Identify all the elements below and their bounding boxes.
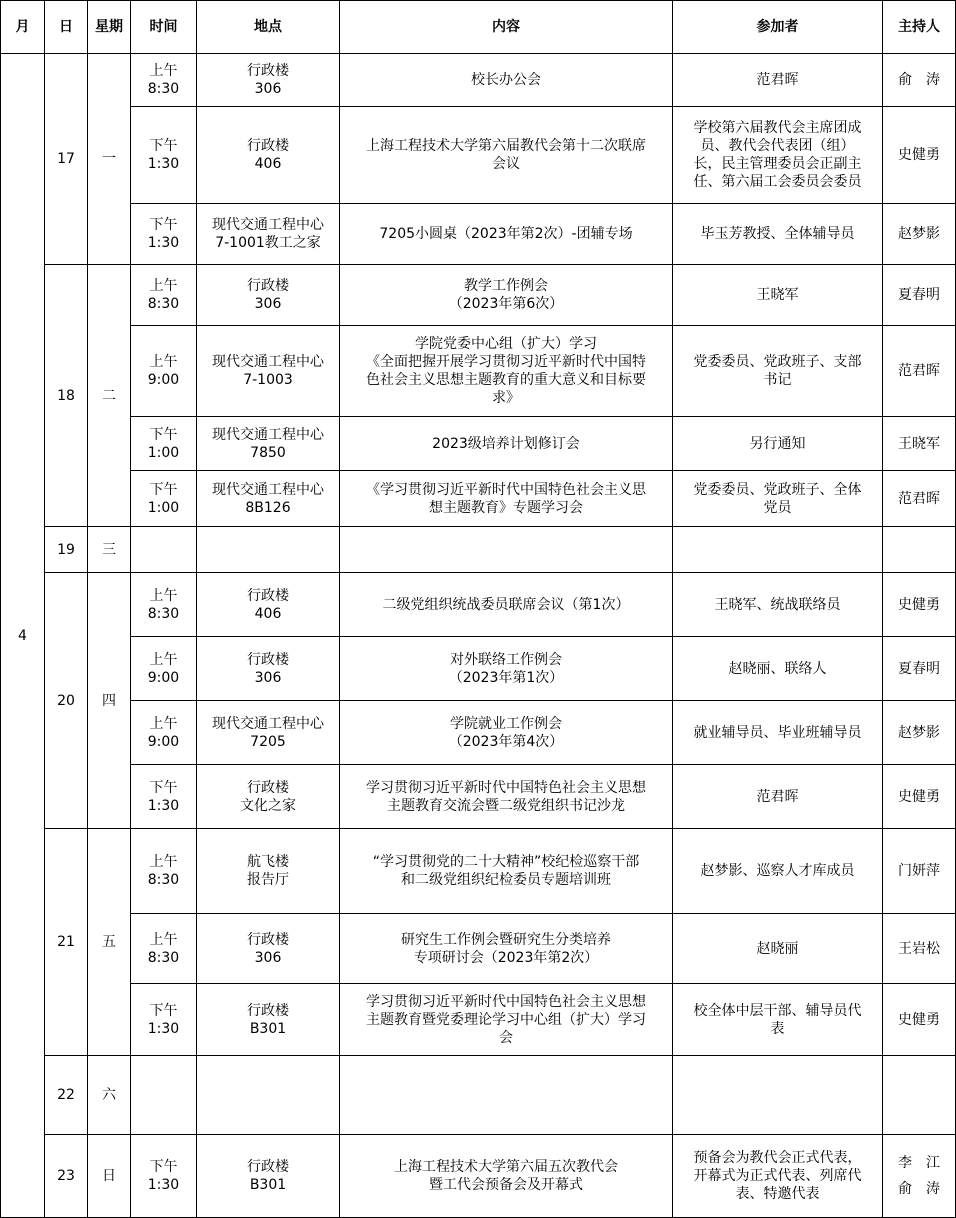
- place-cell-line: 行政楼: [247, 651, 289, 668]
- attendees-cell-line: 表: [770, 1020, 785, 1037]
- attendees-cell-line: 毕玉芳教授、全体辅导员: [700, 226, 855, 242]
- attendees-cell-line: 表、特邀代表: [735, 1186, 820, 1202]
- host-cell-line: 范君晖: [898, 490, 940, 507]
- place-cell-line: 现代交通工程中心: [212, 217, 324, 233]
- attendees-cell: [673, 701, 883, 765]
- content-cell: [340, 829, 673, 914]
- host-cell: [883, 701, 956, 765]
- content-cell: [340, 573, 673, 637]
- place-cell: [197, 984, 340, 1056]
- attendees-cell: [673, 573, 883, 637]
- host-cell: [883, 1135, 956, 1218]
- host-cell-line: 史健勇: [898, 596, 940, 613]
- time-cell-line: 8:30: [147, 872, 180, 888]
- attendees-cell-line: 赵梦影、巡察人才库成员: [700, 863, 855, 879]
- host-cell-line: 李 江: [898, 1155, 940, 1171]
- time-cell-line: 1:30: [147, 1177, 180, 1193]
- attendees-cell-line: 学校第六届教代会主席团成: [693, 120, 862, 136]
- host-cell-line: 史健勇: [898, 147, 940, 163]
- content-cell: [340, 765, 673, 829]
- content-cell: [340, 54, 673, 107]
- time-cell-line: 下午: [149, 138, 178, 154]
- day-cell: 20: [45, 573, 88, 829]
- place-cell-line: 306: [254, 949, 282, 966]
- place-cell: [197, 637, 340, 701]
- time-cell: [131, 1135, 197, 1218]
- day-cell: 23: [45, 1135, 88, 1218]
- time-cell-line: 下午: [149, 217, 178, 233]
- time-cell-line: 下午: [149, 1159, 178, 1175]
- place-cell-line: 航飞楼: [247, 854, 289, 870]
- attendees-cell: [673, 527, 883, 573]
- header-host: 主持人: [883, 1, 956, 54]
- host-cell-line: 范君晖: [898, 363, 940, 379]
- content-cell-line: 学习贯彻习近平新时代中国特色社会主义思想: [366, 779, 646, 796]
- time-cell-line: 1:00: [147, 444, 180, 461]
- attendees-cell-line: 赵晓丽: [756, 940, 799, 957]
- place-cell: [197, 701, 340, 765]
- header-month: 月: [1, 1, 45, 54]
- content-cell-line: （2023年第1次）: [448, 669, 564, 686]
- table-row: [1, 265, 956, 326]
- table-row: [1, 984, 956, 1056]
- place-cell: [197, 527, 340, 573]
- content-cell-line: 主题教育交流会暨二级党组织书记沙龙: [387, 797, 625, 814]
- attendees-cell-line: 范君晖: [756, 788, 799, 805]
- content-cell-line: 《学习贯彻习近平新时代中国特色社会主义思: [366, 481, 646, 498]
- place-cell: [197, 914, 340, 984]
- time-cell: [131, 1056, 197, 1135]
- table-row: [1, 701, 956, 765]
- time-cell: [131, 829, 197, 914]
- header-row: [1, 1, 956, 54]
- place-cell-line: 现代交通工程中心: [212, 354, 324, 370]
- place-cell-line: 7850: [250, 444, 286, 461]
- content-cell: [340, 701, 673, 765]
- host-cell: [883, 204, 956, 265]
- host-cell: [883, 527, 956, 573]
- attendees-cell-line: 王晓军: [756, 287, 799, 303]
- attendees-cell: [673, 829, 883, 914]
- weekday-cell: 一: [88, 54, 131, 265]
- attendees-cell: [673, 471, 883, 527]
- content-cell-line: 7205小圆桌（2023年第2次）-团辅专场: [379, 226, 633, 242]
- host-cell-line: 门妍萍: [898, 863, 940, 879]
- attendees-cell-line: 员、教代会代表团（组）: [700, 138, 855, 154]
- time-cell-line: 9:00: [147, 669, 180, 686]
- content-cell-line: 校长办公会: [471, 72, 541, 88]
- place-cell-line: 行政楼: [247, 63, 289, 79]
- attendees-cell-line: 党员: [763, 499, 792, 516]
- attendees-cell-line: 任、第六届工会委员会委员: [693, 174, 862, 190]
- attendees-cell: [673, 637, 883, 701]
- content-cell-line: 上海工程技术大学第六届教代会第十二次联席: [366, 138, 646, 154]
- host-cell-line: 王晓军: [898, 435, 940, 452]
- place-cell: [197, 326, 340, 417]
- host-cell: [883, 265, 956, 326]
- place-cell: [197, 107, 340, 204]
- host-cell-line: 俞 涛: [898, 1181, 940, 1197]
- host-cell-line: 夏春明: [898, 660, 940, 677]
- place-cell: [197, 765, 340, 829]
- time-cell-line: 下午: [149, 426, 178, 443]
- time-cell-line: 上午: [149, 63, 178, 79]
- weekday-cell: 三: [88, 527, 131, 573]
- table-row: [1, 471, 956, 527]
- attendees-cell: [673, 326, 883, 417]
- content-cell: [340, 914, 673, 984]
- attendees-cell: [673, 1135, 883, 1218]
- table-row: [1, 914, 956, 984]
- time-cell: [131, 984, 197, 1056]
- schedule-body: [1, 54, 956, 1218]
- host-cell: [883, 326, 956, 417]
- header-time: 时间: [131, 1, 197, 54]
- attendees-cell-line: 范君晖: [756, 72, 799, 88]
- table-row: [1, 107, 956, 204]
- table-row: [1, 527, 956, 573]
- weekday-cell: 日: [88, 1135, 131, 1218]
- time-cell-line: 8:30: [147, 81, 180, 97]
- content-cell: [340, 204, 673, 265]
- time-cell-line: 1:30: [147, 797, 180, 814]
- host-cell: [883, 573, 956, 637]
- time-cell-line: 下午: [149, 1002, 178, 1019]
- time-cell: [131, 417, 197, 471]
- time-cell: [131, 471, 197, 527]
- attendees-cell-line: 校全体中层干部、辅导员代: [693, 1002, 862, 1019]
- place-cell: [197, 1135, 340, 1218]
- place-cell: [197, 1056, 340, 1135]
- place-cell-line: 现代交通工程中心: [212, 426, 324, 443]
- place-cell-line: B301: [249, 1020, 287, 1037]
- table-row: [1, 765, 956, 829]
- place-cell-line: 报告厅: [247, 872, 289, 888]
- content-cell-line: 会议: [492, 156, 520, 172]
- table-row: [1, 829, 956, 914]
- place-cell-line: 行政楼: [247, 931, 289, 948]
- place-cell-line: 现代交通工程中心: [212, 481, 324, 498]
- content-cell-line: 暨工代会预备会及开幕式: [429, 1177, 583, 1193]
- time-cell-line: 1:30: [147, 235, 180, 251]
- content-cell-line: 学习贯彻习近平新时代中国特色社会主义思想: [366, 993, 646, 1010]
- place-cell: [197, 573, 340, 637]
- time-cell: [131, 914, 197, 984]
- host-cell: [883, 765, 956, 829]
- place-cell: [197, 417, 340, 471]
- place-cell-line: 行政楼: [247, 1159, 289, 1175]
- content-cell: [340, 471, 673, 527]
- time-cell: [131, 107, 197, 204]
- place-cell: [197, 471, 340, 527]
- place-cell-line: 7-1003: [243, 372, 293, 388]
- time-cell-line: 8:30: [147, 605, 180, 622]
- time-cell: [131, 204, 197, 265]
- host-cell-line: 王岩松: [898, 940, 940, 957]
- content-cell-line: 和二级党组织纪检委员专题培训班: [401, 872, 611, 888]
- place-cell-line: 7205: [250, 733, 286, 750]
- table-row: [1, 1056, 956, 1135]
- time-cell-line: 8:30: [147, 949, 180, 966]
- time-cell-line: 下午: [149, 779, 178, 796]
- content-cell-line: （2023年第6次）: [448, 296, 564, 312]
- attendees-cell-line: 另行通知: [749, 435, 806, 452]
- place-cell: [197, 204, 340, 265]
- host-cell-line: 俞 涛: [898, 72, 940, 88]
- place-cell-line: 7-1001教工之家: [215, 235, 321, 251]
- time-cell: [131, 701, 197, 765]
- time-cell-line: 1:30: [147, 1020, 180, 1037]
- content-cell: [340, 527, 673, 573]
- attendees-cell: [673, 765, 883, 829]
- table-row: [1, 204, 956, 265]
- attendees-cell-line: 长，民主管理委员会正副主: [693, 156, 862, 172]
- attendees-cell-line: 开幕式为正式代表、列席代: [693, 1168, 862, 1184]
- month-cell: 4: [1, 54, 45, 1218]
- table-row: [1, 54, 956, 107]
- time-cell-line: 上午: [149, 854, 178, 870]
- host-cell-line: 赵梦影: [898, 226, 940, 242]
- time-cell: [131, 765, 197, 829]
- content-cell-line: 教学工作例会: [464, 278, 548, 294]
- place-cell-line: 306: [254, 296, 282, 312]
- host-cell: [883, 1056, 956, 1135]
- place-cell-line: 306: [254, 669, 282, 686]
- time-cell: [131, 527, 197, 573]
- day-cell: 18: [45, 265, 88, 527]
- header-content: 内容: [340, 1, 673, 54]
- place-cell: [197, 54, 340, 107]
- host-cell: [883, 984, 956, 1056]
- attendees-cell: [673, 107, 883, 204]
- place-cell-line: 306: [254, 81, 282, 97]
- place-cell: [197, 829, 340, 914]
- header-attendees: 参加者: [673, 1, 883, 54]
- attendees-cell-line: 就业辅导员、毕业班辅导员: [693, 724, 862, 741]
- attendees-cell: [673, 1056, 883, 1135]
- time-cell: [131, 637, 197, 701]
- content-cell: [340, 1135, 673, 1218]
- time-cell: [131, 54, 197, 107]
- weekday-cell: 五: [88, 829, 131, 1056]
- content-cell-line: 上海工程技术大学第六届五次教代会: [394, 1159, 618, 1175]
- content-cell-line: 学院就业工作例会: [450, 715, 562, 732]
- content-cell: [340, 265, 673, 326]
- time-cell-line: 上午: [149, 651, 178, 668]
- host-cell: [883, 54, 956, 107]
- attendees-cell: [673, 417, 883, 471]
- time-cell-line: 上午: [149, 354, 178, 370]
- content-cell: [340, 107, 673, 204]
- host-cell: [883, 471, 956, 527]
- attendees-cell: [673, 204, 883, 265]
- host-cell: [883, 829, 956, 914]
- content-cell-line: 专项研讨会（2023年第2次）: [413, 949, 599, 966]
- host-cell-line: 史健勇: [898, 1011, 940, 1028]
- content-cell-line: 《全面把握开展学习贯彻习近平新时代中国特: [366, 354, 646, 370]
- content-cell-line: 主题教育暨党委理论学习中心组（扩大）学习: [366, 1011, 646, 1028]
- time-cell-line: 9:00: [147, 372, 180, 388]
- attendees-cell-line: 书记: [763, 372, 792, 388]
- content-cell-line: 会: [499, 1029, 513, 1046]
- time-cell-line: 下午: [149, 481, 178, 498]
- place-cell: [197, 265, 340, 326]
- table-row: [1, 637, 956, 701]
- content-cell-line: 对外联络工作例会: [450, 651, 562, 668]
- place-cell-line: 行政楼: [247, 587, 289, 604]
- content-cell-line: 想主题教育》专题学习会: [429, 499, 583, 516]
- content-cell: [340, 417, 673, 471]
- attendees-cell: [673, 54, 883, 107]
- host-cell-line: 史健勇: [898, 788, 940, 805]
- table-row: [1, 326, 956, 417]
- host-cell-line: 赵梦影: [898, 724, 940, 741]
- attendees-cell-line: 王晓军、统战联络员: [714, 596, 841, 613]
- host-cell: [883, 637, 956, 701]
- time-cell-line: 8:30: [147, 296, 180, 312]
- content-cell: [340, 1056, 673, 1135]
- host-cell-line: 夏春明: [898, 287, 940, 303]
- host-cell: [883, 417, 956, 471]
- place-cell-line: 行政楼: [247, 779, 289, 796]
- host-cell: [883, 914, 956, 984]
- content-cell: [340, 326, 673, 417]
- attendees-cell: [673, 984, 883, 1056]
- time-cell-line: 上午: [149, 931, 178, 948]
- table-row: [1, 1135, 956, 1218]
- time-cell-line: 1:30: [147, 156, 180, 172]
- attendees-cell-line: 预备会为教代会正式代表，: [693, 1150, 862, 1166]
- day-cell: 17: [45, 54, 88, 265]
- content-cell-line: 色社会主义思想主题教育的重大意义和目标要: [366, 372, 646, 388]
- table-row: [1, 417, 956, 471]
- place-cell-line: 行政楼: [247, 138, 289, 154]
- time-cell-line: 上午: [149, 715, 178, 732]
- weekday-cell: 二: [88, 265, 131, 527]
- place-cell-line: 8B126: [245, 499, 291, 516]
- content-cell: [340, 637, 673, 701]
- place-cell-line: B301: [249, 1177, 287, 1193]
- time-cell: [131, 326, 197, 417]
- content-cell-line: “学习贯彻党的二十大精神”校纪检巡察干部: [372, 854, 640, 870]
- time-cell: [131, 265, 197, 326]
- content-cell-line: 2023级培养计划修订会: [432, 435, 580, 452]
- attendees-cell: [673, 914, 883, 984]
- header-weekday: 星期: [88, 1, 131, 54]
- host-cell: [883, 107, 956, 204]
- header-place: 地点: [197, 1, 340, 54]
- content-cell-line: 求》: [492, 390, 520, 406]
- attendees-cell-line: 赵晓丽、联络人: [728, 660, 827, 677]
- attendees-cell-line: 党委委员、党政班子、全体: [693, 481, 862, 498]
- day-cell: 22: [45, 1056, 88, 1135]
- content-cell-line: （2023年第4次）: [448, 733, 564, 750]
- time-cell-line: 9:00: [147, 733, 180, 750]
- place-cell-line: 行政楼: [247, 278, 289, 294]
- place-cell-line: 行政楼: [247, 1002, 289, 1019]
- table-row: [1, 573, 956, 637]
- attendees-cell: [673, 265, 883, 326]
- place-cell-line: 406: [254, 605, 282, 622]
- place-cell-line: 文化之家: [240, 797, 296, 814]
- place-cell-line: 现代交通工程中心: [212, 715, 324, 732]
- day-cell: 21: [45, 829, 88, 1056]
- content-cell-line: 学院党委中心组（扩大）学习: [415, 336, 597, 352]
- header-day: 日: [45, 1, 88, 54]
- attendees-cell-line: 党委委员、党政班子、支部: [693, 354, 862, 370]
- weekday-cell: 四: [88, 573, 131, 829]
- content-cell-line: 二级党组织统战委员联席会议（第1次）: [382, 596, 630, 613]
- time-cell-line: 1:00: [147, 499, 180, 516]
- weekday-cell: 六: [88, 1056, 131, 1135]
- time-cell-line: 上午: [149, 587, 178, 604]
- content-cell-line: 研究生工作例会暨研究生分类培养: [401, 931, 611, 948]
- day-cell: 19: [45, 527, 88, 573]
- content-cell: [340, 984, 673, 1056]
- time-cell: [131, 573, 197, 637]
- time-cell-line: 上午: [149, 278, 178, 294]
- place-cell-line: 406: [254, 156, 282, 172]
